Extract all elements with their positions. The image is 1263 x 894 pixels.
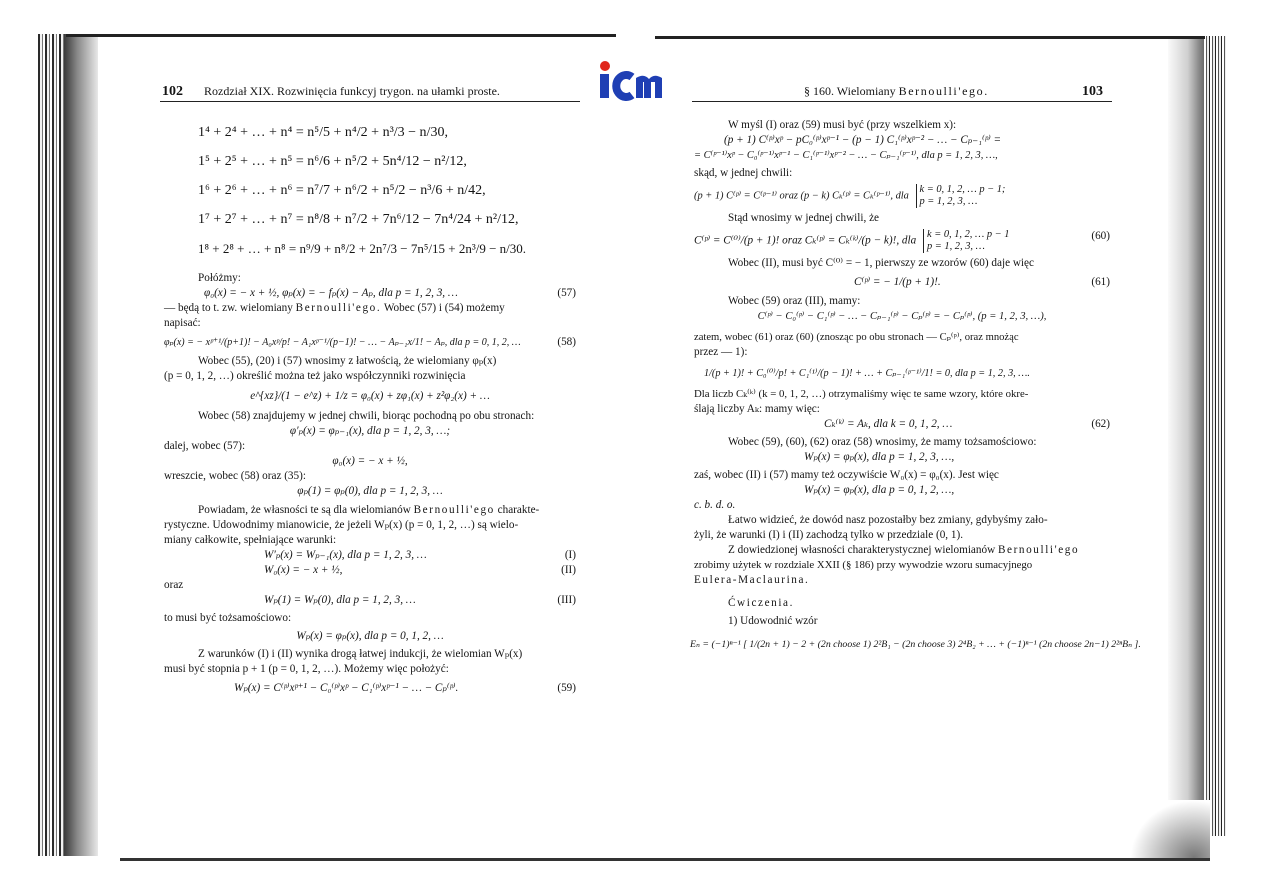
right-page-body — [690, 118, 1141, 652]
eq-62: Cₖ⁽ᵏ⁾ = Aₖ, dla k = 0, 1, 2, … (62) — [824, 418, 1110, 430]
wobec-59-text: Wobec (59) oraz (III), mamy: — [728, 295, 861, 307]
top-edge-left — [66, 34, 616, 37]
skad-text: skąd, w jednej chwili: — [694, 167, 793, 179]
eq-60: C⁽ᵖ⁾ = C⁽⁰⁾/(p + 1)! oraz Cₖ⁽ᵖ⁾ = Cₖ⁽ᵏ⁾/(p − k)!, dla k = 0, 1, 2, … p − 1 p = 1, 2, 3, … (60) — [694, 229, 1110, 252]
eq-61: C⁽ᵖ⁾ = − 1/(p + 1)!. (61) — [854, 276, 1110, 288]
w-mysl-text: W myśl (I) oraz (59) musi być (przy wszelkiem x): — [728, 119, 957, 131]
napisac-text: napisać: — [164, 317, 201, 329]
left-page-edges — [38, 34, 64, 856]
right-page-number: 103 — [1082, 84, 1103, 99]
latwo-line-2: żyli, że warunki (I) i (II) zachodzą tylko w przedziale (0, 1). — [694, 529, 963, 541]
to-musi-text: to musi być tożsamościowo: — [164, 612, 292, 624]
wobec-55-line-2: (p = 0, 1, 2, …) określić można też jako współczynniki rozwinięcia — [164, 370, 466, 382]
eq-58: φₚ(x) = − xᵖ⁺¹/(p+1)! − A₀xᵖ/p! − A₁xᵖ⁻¹/(p−1)! − … − Aₚ₋₁x/1! − Aₚ, dla p = 0, 1, 2, … (58) — [164, 336, 576, 348]
bottom-edge — [120, 858, 1210, 861]
cwiczenia-heading: Ćwiczenia. — [728, 597, 795, 609]
wobec-58-line: Wobec (58) znajdujemy w jednej chwili, biorąc pochodną po obu stronach: — [198, 410, 535, 422]
z-warunkow-line-2: musi być stopnia p + 1 (p = 0, 1, 2, …). Możemy więc położyć: — [164, 663, 449, 675]
right-header-rule — [692, 101, 1112, 102]
eq-coeff-2: = C⁽ᵖ⁻¹⁾xᵖ − C₀⁽ᵖ⁻¹⁾xᵖ⁻¹ − C₁⁽ᵖ⁻¹⁾xᵖ⁻² − … − Cₚ₋₁⁽ᵖ⁻¹⁾, dla p = 1, 2, 3, …, — [694, 150, 998, 161]
eq-phi-boundary: φₚ(1) = φₚ(0), dla p = 1, 2, 3, … — [297, 485, 443, 497]
right-page-number-wrap — [1082, 84, 1103, 100]
left-page-body — [164, 118, 576, 696]
z-dowiedzionej-line-2: zrobimy użytek w rozdziale XXII (§ 186) przy wywodzie wzoru sumacyjnego — [694, 559, 1033, 571]
bernoulli-text-line: — będą to t. zw. wielomiany Bernoulli'ego. Wobec (57) i (54) możemy — [164, 302, 505, 314]
eq-sum-zero: 1/(p + 1)! + C₀⁽⁰⁾/p! + C₁⁽¹⁾/(p − 1)! + … + Cₚ₋₁⁽ᵖ⁻¹⁾/1! = 0, dla p = 1, 2, 3, …. — [704, 368, 1030, 379]
cbdo-text: c. b. d. o. — [694, 499, 736, 511]
condition-III: Wₚ(1) = Wₚ(0), dla p = 1, 2, 3, … (III) — [264, 594, 576, 606]
powiadam-line-4: miany całkowite, spełniające warunki: — [164, 534, 337, 546]
dalej-text: dalej, wobec (57): — [164, 440, 246, 452]
wobec-59-60-text: Wobec (59), (60), (62) oraz (58) wnosimy, że mamy tożsamościowo: — [728, 436, 1037, 448]
power-sum-8: 1⁷ + 2⁷ + … + n⁷ = n⁸/8 + n⁷/2 + 7n⁶/12 − 7n⁴/24 + n²/12, — [198, 212, 519, 227]
dla-liczb-line-2: ślają liczby Aₖ: mamy więc: — [694, 403, 820, 415]
z-dowiedzionej-line-1: Z dowiedzionej własności charakterystycznej wielomianów Bernoulli'ego — [728, 544, 1080, 556]
eq-57: φ₀(x) = − x + ½, φₚ(x) = − fₚ(x) − Aₚ, dla p = 1, 2, 3, … (57) — [204, 287, 576, 299]
right-binding-shadow — [1168, 36, 1204, 836]
powiadam-line-3: rystyczne. Udowodnimy mianowicie, że jeżeli Wₚ(x) (p = 0, 1, 2, …) są wielo- — [164, 519, 519, 531]
oraz-text: oraz — [164, 579, 184, 591]
right-running-head: § 160. Wielomiany — [804, 84, 896, 98]
icm-logo-icon — [596, 60, 666, 102]
right-page-header — [804, 84, 989, 99]
left-running-head: Rozdział XIX. Rozwinięcia funkcyj trygon. na ułamki proste. — [204, 84, 500, 98]
wobec-55-line-1: Wobec (55), (20) i (57) wnosimy z łatwością, że wielomiany φₚ(x) — [198, 355, 497, 367]
eq-W-identity: Wₚ(x) = φₚ(x), dla p = 0, 1, 2, … — [296, 630, 444, 642]
eq-phi0: φ₀(x) = − x + ½, — [332, 455, 408, 467]
corner-shadow — [1130, 800, 1210, 858]
condition-II: W₀(x) = − x + ½, (II) — [264, 564, 576, 576]
eq-boundary-sum: C⁽ᵖ⁾ − C₀⁽ᵖ⁾ − C₁⁽ᵖ⁾ − … − Cₚ₋₁⁽ᵖ⁾ − Cₚ⁽ᵖ⁾ = − Cₚ⁽ᵖ⁾, (p = 1, 2, 3, …), — [757, 311, 1047, 322]
right-page-edges — [1204, 36, 1226, 836]
eq-coeff-1: (p + 1) C⁽ᵖ⁾xᵖ − pC₀⁽ᵖ⁾xᵖ⁻¹ − (p − 1) C₁⁽ᵖ⁾xᵖ⁻² − … − Cₚ₋₁⁽ᵖ⁾ = — [724, 134, 1002, 146]
eq-generating: e^{xz}/(1 − e^z) + 1/z = φ₀(x) + zφ₁(x) + z²φ₂(x) + … — [250, 390, 490, 402]
eq-derivative: φ′ₚ(x) = φₚ₋₁(x), dla p = 1, 2, 3, …; — [289, 425, 451, 437]
stad-text: Stąd wnosimy w jednej chwili, że — [728, 212, 880, 224]
dla-liczb-line-1: Dla liczb Cₖ⁽ᵏ⁾ (k = 0, 1, 2, …) otrzymaliśmy więc te same wzory, które okre- — [694, 388, 1029, 400]
power-sum-7: 1⁶ + 2⁶ + … + n⁶ = n⁷/7 + n⁶/2 + n⁵/2 − n³/6 + n/42, — [198, 183, 486, 198]
eq-final: Eₙ = (−1)ⁿ⁻¹ [ 1/(2n + 1) − 2 + (2n choose 1) 2²B₁ − (2n choose 3) 2⁴B₂ + … + (−1)ⁿ⁻¹ (2n choose 2n−1) 2²ⁿBₙ ]. — [690, 639, 1141, 650]
eq-recursion: (p + 1) C⁽ᵖ⁾ = C⁽ᵖ⁻¹⁾ oraz (p − k) Cₖ⁽ᵖ⁾ = Cₖ⁽ᵖ⁻¹⁾, dla k = 0, 1, 2, … p − 1; p = 1, 2, 3, … — [694, 184, 1006, 207]
top-edge-right — [655, 36, 1205, 39]
latwo-line-1: Łatwo widzieć, że dowód nasz pozostałby bez zmiany, gdybyśmy zało- — [728, 514, 1048, 526]
zas-text: zaś, wobec (II) i (57) mamy też oczywiście W₀(x) = φ₀(x). Jest więc — [694, 469, 999, 481]
exercise-1: 1) Udowodnić wzór — [728, 615, 818, 627]
left-page-header — [162, 84, 500, 100]
eq-W-phi-1: Wₚ(x) = φₚ(x), dla p = 1, 2, 3, …, — [804, 451, 955, 463]
z-warunkow-line-1: Z warunków (I) i (II) wynika drogą łatwej indukcji, że wielomian Wₚ(x) — [198, 648, 523, 660]
powiadam-line-1: Powiadam, że własności te są dla wielomianów Bernoulli'ego charakte- — [198, 504, 540, 516]
power-sum-5: 1⁴ + 2⁴ + … + n⁴ = n⁵/5 + n⁴/2 + n³/3 − n/30, — [198, 125, 448, 140]
condition-I: W′ₚ(x) = Wₚ₋₁(x), dla p = 1, 2, 3, … (I) — [264, 549, 576, 561]
eq-W-phi-0: Wₚ(x) = φₚ(x), dla p = 0, 1, 2, …, — [804, 484, 955, 496]
zatem-line-2: przez — 1): — [694, 346, 748, 358]
left-page-number: 102 — [162, 84, 183, 99]
power-sum-9: 1⁸ + 2⁸ + … + n⁸ = n⁹/9 + n⁸/2 + 2n⁷/3 − 7n⁵/15 + 2n³/9 − n/30. — [198, 241, 527, 256]
left-header-rule — [160, 101, 580, 102]
power-sum-6: 1⁵ + 2⁵ + … + n⁵ = n⁶/6 + n⁵/2 + 5n⁴/12 − n²/12, — [198, 154, 467, 169]
left-binding-shadow — [64, 34, 98, 856]
right-running-head-name: Bernoulli'ego. — [898, 84, 989, 98]
eq-59: Wₚ(x) = C⁽ᵖ⁾xᵖ⁺¹ − C₀⁽ᵖ⁾xᵖ − C₁⁽ᵖ⁾xᵖ⁻¹ − … − Cₚ⁽ᵖ⁾. (59) — [234, 682, 576, 694]
wobec-II-text: Wobec (II), musi być C⁽⁰⁾ = − 1, pierwszy ze wzorów (60) daje więc — [728, 257, 1034, 269]
wreszcie-text: wreszcie, wobec (58) oraz (35): — [164, 470, 306, 482]
zatem-line-1: zatem, wobec (61) oraz (60) (znosząc po obu stronach — Cₚ⁽ᵖ⁾, oraz mnożąc — [694, 332, 1019, 343]
euler-maclaurin-text: Eulera-Maclaurina. — [694, 574, 810, 586]
polozmy-text: Połóżmy: — [198, 272, 241, 284]
